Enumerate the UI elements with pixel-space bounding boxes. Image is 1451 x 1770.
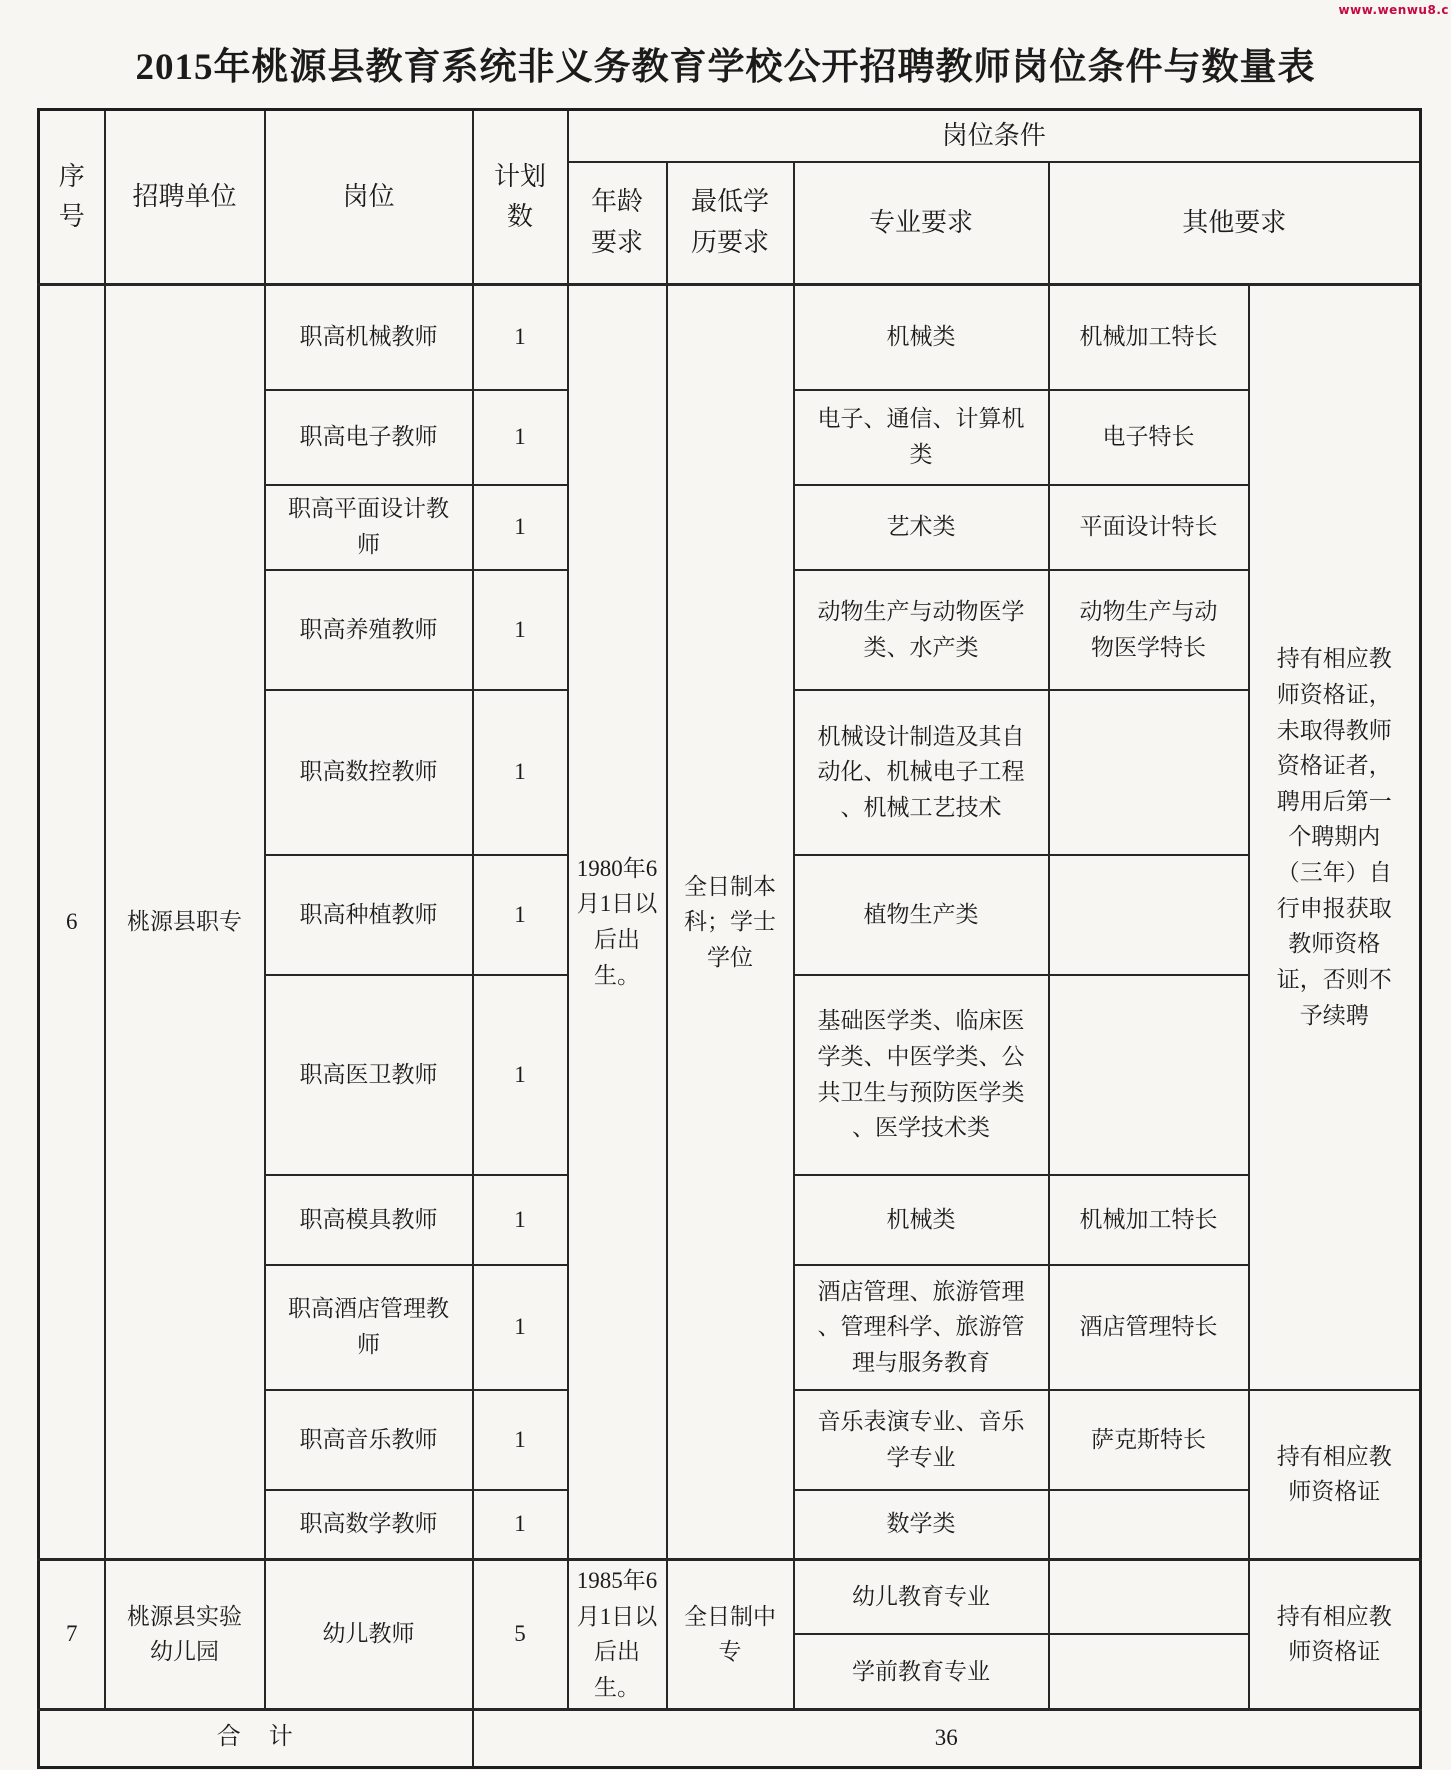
col-header-position: 岗位	[265, 110, 473, 285]
cell-major: 音乐表演专业、音乐学专业	[794, 1390, 1049, 1490]
cell-major: 数学类	[794, 1490, 1049, 1560]
cell-major: 机械设计制造及其自动化、机械电子工程、机械工艺技术	[794, 690, 1049, 855]
cell-major: 机械类	[794, 285, 1049, 390]
cell-major: 植物生产类	[794, 855, 1049, 975]
cell-count: 1	[473, 690, 568, 855]
cell-position: 职高平面设计教师	[265, 485, 473, 570]
cell-major: 学前教育专业	[794, 1634, 1049, 1709]
cell-other: 电子特长	[1049, 390, 1249, 485]
cell-unit-name-7: 桃源县实验幼儿园	[105, 1560, 265, 1710]
cell-other-empty	[1049, 1490, 1249, 1560]
cell-major: 电子、通信、计算机类	[794, 390, 1049, 485]
cell-cert-short: 持有相应教师资格证	[1249, 1390, 1421, 1560]
cell-count: 1	[473, 1390, 568, 1490]
cell-other-empty	[1049, 1634, 1249, 1709]
col-header-unit: 招聘单位	[105, 110, 265, 285]
recruitment-table	[37, 108, 1422, 1769]
cell-position: 职高数学教师	[265, 1490, 473, 1560]
cell-major: 酒店管理、旅游管理、管理科学、旅游管理与服务教育	[794, 1265, 1049, 1390]
cell-age-7: 1985年6月1日以后出生。	[568, 1560, 667, 1710]
total-value: 36	[473, 1709, 1421, 1767]
cell-count: 1	[473, 855, 568, 975]
cell-unit-name-6: 桃源县职专	[105, 285, 265, 1560]
cell-major: 动物生产与动物医学类、水产类	[794, 570, 1049, 690]
cell-position: 职高模具教师	[265, 1175, 473, 1265]
document-title: 2015年桃源县教育系统非义务教育学校公开招聘教师岗位条件与数量表	[135, 47, 1316, 88]
watermark-url: www.wenwu8.c	[1338, 3, 1449, 17]
cell-count: 1	[473, 975, 568, 1175]
cell-position: 职高机械教师	[265, 285, 473, 390]
col-header-conditions: 岗位条件	[568, 110, 1421, 162]
cell-cert-long: 持有相应教师资格证，未取得教师资格证者，聘用后第一个聘期内（三年）自行申报获取教师资格证，否则不予续聘	[1249, 285, 1421, 1390]
cell-serial-7: 7	[39, 1560, 105, 1710]
cell-cert-short: 持有相应教师资格证	[1249, 1560, 1421, 1710]
col-header-other: 其他要求	[1049, 162, 1421, 285]
cell-other: 动物生产与动物医学特长	[1049, 570, 1249, 690]
cell-position: 职高酒店管理教师	[265, 1265, 473, 1390]
cell-major: 幼儿教育专业	[794, 1560, 1049, 1635]
cell-other: 平面设计特长	[1049, 485, 1249, 570]
cell-position: 职高养殖教师	[265, 570, 473, 690]
cell-major: 艺术类	[794, 485, 1049, 570]
col-header-plan-count: 计划数	[473, 110, 568, 285]
cell-other-empty	[1049, 1560, 1249, 1635]
cell-count: 1	[473, 390, 568, 485]
header-row-1	[39, 110, 1421, 162]
cell-major: 基础医学类、临床医学类、中医学类、公共卫生与预防医学类、医学技术类	[794, 975, 1049, 1175]
cell-count: 1	[473, 570, 568, 690]
cell-count: 1	[473, 285, 568, 390]
total-label: 合 计	[39, 1709, 473, 1767]
cell-major: 机械类	[794, 1175, 1049, 1265]
cell-position: 职高数控教师	[265, 690, 473, 855]
cell-other: 酒店管理特长	[1049, 1265, 1249, 1390]
cell-position: 职高种植教师	[265, 855, 473, 975]
col-header-age: 年龄要求	[568, 162, 667, 285]
cell-position: 职高医卫教师	[265, 975, 473, 1175]
cell-count: 1	[473, 1490, 568, 1560]
table-row	[39, 285, 1421, 390]
cell-other-empty	[1049, 855, 1249, 975]
cell-other: 机械加工特长	[1049, 285, 1249, 390]
cell-serial-6: 6	[39, 285, 105, 1560]
cell-count: 1	[473, 1265, 568, 1390]
cell-age-6: 1980年6月1日以后出生。	[568, 285, 667, 1560]
col-header-serial: 序号	[39, 110, 105, 285]
cell-count: 1	[473, 485, 568, 570]
cell-other-empty	[1049, 975, 1249, 1175]
col-header-min-degree: 最低学历要求	[667, 162, 794, 285]
cell-other: 萨克斯特长	[1049, 1390, 1249, 1490]
cell-degree-7: 全日制中专	[667, 1560, 794, 1710]
cell-other-empty	[1049, 690, 1249, 855]
col-header-major: 专业要求	[794, 162, 1049, 285]
cell-count: 5	[473, 1560, 568, 1710]
cell-degree-6: 全日制本科；学士学位	[667, 285, 794, 1560]
cell-position: 幼儿教师	[265, 1560, 473, 1710]
cell-position: 职高音乐教师	[265, 1390, 473, 1490]
cell-position: 职高电子教师	[265, 390, 473, 485]
total-row	[39, 1709, 1421, 1767]
cell-count: 1	[473, 1175, 568, 1265]
cell-other: 机械加工特长	[1049, 1175, 1249, 1265]
table-row	[39, 1560, 1421, 1635]
